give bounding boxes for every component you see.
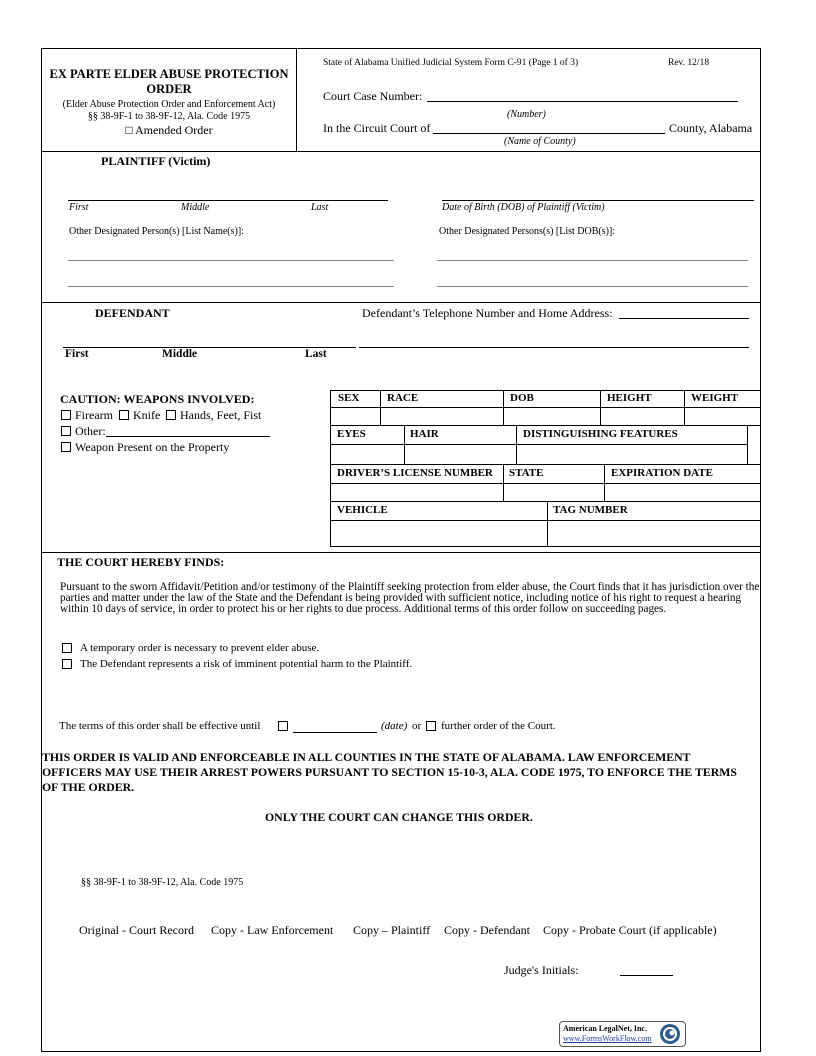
- tag-header: TAG NUMBER: [553, 504, 628, 516]
- expiration-header: EXPIRATION DATE: [611, 467, 713, 479]
- row2-header-line: [330, 444, 748, 445]
- hands-label: Hands, Feet, Fist: [180, 408, 262, 422]
- amended-checkbox[interactable]: □: [125, 123, 133, 137]
- defendant-middle-caption: Middle: [162, 348, 198, 360]
- header-code-ref: §§ 38-9F-1 to 38-9F-12, Ala. Code 1975: [87, 111, 251, 122]
- dob-header: DOB: [510, 392, 534, 404]
- terms-prefix: The terms of this order shall be effective until: [59, 720, 261, 732]
- row4-header-line: [330, 520, 761, 521]
- temporary-order-label: A temporary order is necessary to prevent elder abuse.: [80, 642, 320, 654]
- further-order-checkbox[interactable]: [426, 721, 436, 731]
- distribution-probate: Copy - Probate Court (if applicable): [543, 923, 717, 937]
- revision: Rev. 12/18: [668, 58, 710, 68]
- form-info: State of Alabama Unified Judicial System Form C-91 (Page 1 of 3): [323, 58, 579, 68]
- form-title-line2: ORDER: [146, 82, 192, 96]
- weapon-present-label: Weapon Present on the Property: [75, 440, 230, 454]
- other-weapon-field[interactable]: [106, 436, 270, 437]
- other-weapon-label: Other:: [75, 424, 106, 438]
- defendant-phone-label: Defendant’s Telephone Number and Home Address:: [362, 306, 613, 320]
- distribution-defendant: Copy - Defendant: [444, 923, 530, 937]
- header-divider: [296, 48, 297, 151]
- row1-header-line: [330, 407, 761, 408]
- knife-label: Knife: [133, 408, 161, 422]
- other-name-field-1[interactable]: [68, 260, 394, 261]
- judge-initials-label: Judge's Initials:: [504, 963, 579, 977]
- plaintiff-bottom-line: [41, 302, 761, 303]
- plaintiff-name-field[interactable]: [68, 200, 388, 201]
- knife-checkbox[interactable]: [119, 410, 129, 420]
- or-text: or: [412, 720, 422, 732]
- defendant-phone-field[interactable]: [619, 318, 749, 319]
- date-caption: (date): [381, 720, 408, 732]
- license-header: DRIVER’S LICENSE NUMBER: [337, 467, 493, 479]
- county-field[interactable]: [433, 133, 665, 134]
- plaintiff-first-caption: First: [69, 202, 89, 213]
- number-caption: (Number): [507, 109, 546, 120]
- imminent-harm-label: The Defendant represents a risk of imminent potential harm to the Plaintiff.: [80, 658, 413, 670]
- imminent-harm-checkbox[interactable]: [62, 659, 72, 669]
- findings-paragraph: Pursuant to the sworn Affidavit/Petition and/or testimony of the Plaintiff seeking protection from elder abuse, the Court finds that it has jurisdiction over the parties and matter under the law of the State and the Defendant is being provided with sufficient notice, including notice of his right to request a hearing within 10 days of service, in order to protect his or her rights to due process. Additional terms of this order follow on succeeding pages.: [60, 581, 760, 615]
- validity-line1: THIS ORDER IS VALID AND ENFORCEABLE IN ALL COUNTIES IN THE STATE OF ALABAMA. LAW ENFORCEMENT: [42, 750, 691, 764]
- further-order-label: further order of the Court.: [441, 720, 556, 732]
- hair-header: HAIR: [410, 428, 439, 440]
- effective-date-field[interactable]: [293, 732, 377, 733]
- plaintiff-dob-field[interactable]: [442, 200, 754, 201]
- case-number-field[interactable]: [427, 101, 738, 102]
- defendant-heading: DEFENDANT: [95, 306, 170, 320]
- state-header: STATE: [509, 467, 544, 479]
- county-suffix: County, Alabama: [669, 121, 753, 135]
- weapons-caution: CAUTION: WEAPONS INVOLVED:: [60, 392, 255, 406]
- hands-checkbox[interactable]: [166, 410, 176, 420]
- defendant-last-caption: Last: [305, 348, 327, 360]
- other-name-field-2[interactable]: [68, 286, 394, 287]
- validity-line3: OF THE ORDER.: [42, 780, 135, 794]
- plaintiff-dob-caption: Date of Birth (DOB) of Plaintiff (Victim): [442, 202, 605, 213]
- county-caption: (Name of County): [504, 136, 576, 147]
- amended-order: [46, 123, 292, 138]
- firearm-checkbox[interactable]: [61, 410, 71, 420]
- logo-name: American LegalNet, Inc.: [563, 1024, 647, 1033]
- race-header: RACE: [387, 392, 419, 404]
- distribution-original: Original - Court Record: [79, 923, 194, 937]
- validity-line2: OFFICERS MAY USE THEIR ARREST POWERS PURSUANT TO SECTION 15-10-3, ALA. CODE 1975, TO ENFORCE THE TERMS: [42, 765, 737, 779]
- form-title-line1: EX PARTE ELDER ABUSE PROTECTION: [49, 67, 289, 81]
- other-names-label: Other Designated Person(s) [List Name(s)]:: [69, 226, 244, 237]
- header-bottom-line: [41, 151, 761, 152]
- eyes-header: EYES: [337, 428, 366, 440]
- height-header: HEIGHT: [607, 392, 652, 404]
- defendant-address-field[interactable]: [359, 347, 749, 348]
- findings-heading: THE COURT HEREBY FINDS:: [57, 555, 225, 569]
- distribution-law-enforcement: Copy - Law Enforcement: [211, 923, 334, 937]
- distribution-plaintiff: Copy – Plaintiff: [353, 923, 431, 937]
- defendant-bottom-line: [41, 552, 761, 553]
- judge-initials-field[interactable]: [620, 975, 673, 976]
- weapon-present-checkbox[interactable]: [61, 442, 71, 452]
- publisher-logo: [559, 1021, 686, 1047]
- plaintiff-middle-caption: Middle: [181, 202, 210, 213]
- features-header: DISTINGUISHING FEATURES: [523, 428, 678, 440]
- plaintiff-heading: PLAINTIFF (Victim): [101, 154, 211, 168]
- other-dob-field-2[interactable]: [437, 286, 748, 287]
- weight-header: WEIGHT: [691, 392, 739, 404]
- defendant-first-caption: First: [65, 348, 89, 360]
- firearm-label: Firearm: [75, 408, 113, 422]
- effective-until-checkbox[interactable]: [278, 721, 288, 731]
- logo-url: www.FormsWorkFlow.com: [563, 1034, 652, 1043]
- temporary-order-checkbox[interactable]: [62, 643, 72, 653]
- footer-code-ref: §§ 38-9F-1 to 38-9F-12, Ala. Code 1975: [81, 877, 244, 888]
- act-name: (Elder Abuse Protection Order and Enforcement Act): [62, 99, 276, 110]
- sex-header: SEX: [338, 392, 360, 404]
- other-weapon-checkbox[interactable]: [61, 426, 71, 436]
- vehicle-header: VEHICLE: [337, 504, 388, 516]
- circuit-court-label: In the Circuit Court of: [323, 121, 431, 135]
- other-dob-field-1[interactable]: [437, 260, 748, 261]
- plaintiff-last-caption: Last: [311, 202, 329, 213]
- logo-swirl-icon: [659, 1023, 681, 1045]
- case-number-label: Court Case Number:: [323, 89, 423, 103]
- only-court-notice: ONLY THE COURT CAN CHANGE THIS ORDER.: [265, 810, 533, 824]
- row3-header-line: [330, 483, 761, 484]
- amended-label: Amended Order: [134, 123, 213, 137]
- form-border: [41, 48, 761, 1052]
- other-dobs-label: Other Designated Persons(s) [List DOB(s)]:: [439, 226, 616, 237]
